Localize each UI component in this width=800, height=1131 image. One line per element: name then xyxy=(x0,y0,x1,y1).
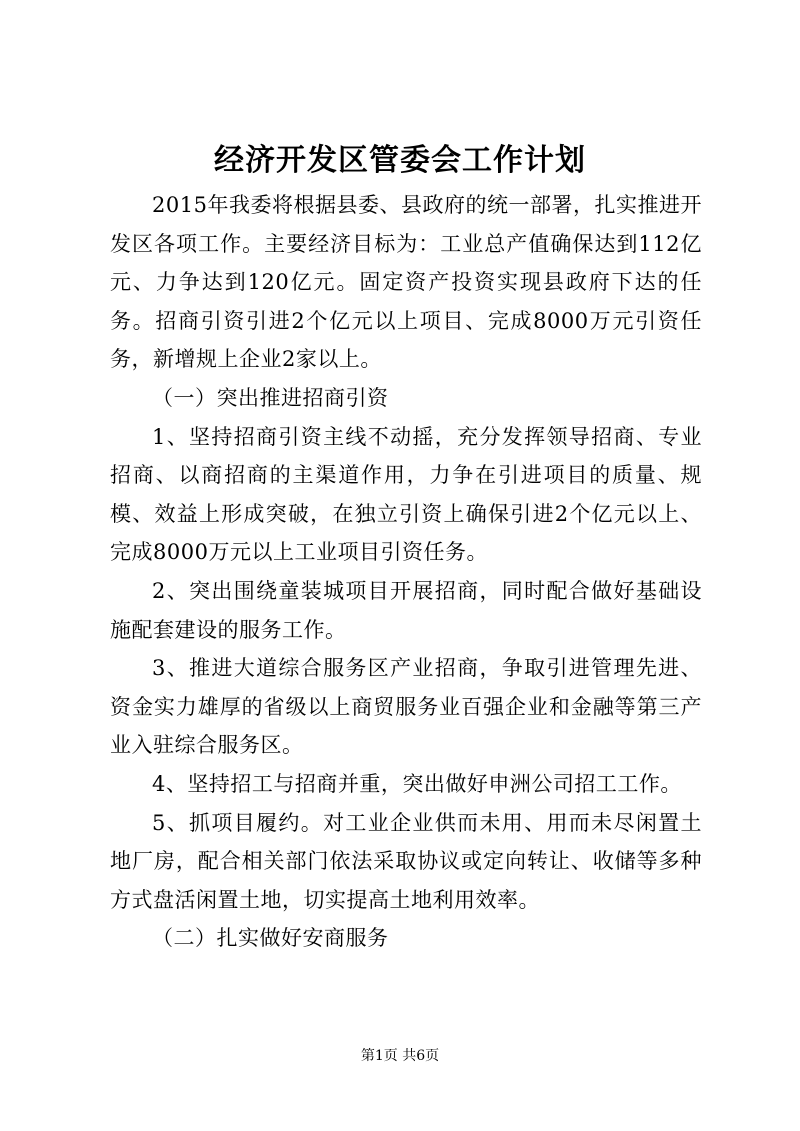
item-paragraph-2: 2、突出围绕童装城项目开展招商，同时配合做好基础设施配套建设的服务工作。 xyxy=(110,578,702,642)
item-paragraph-1: 1、坚持招商引资主线不动摇，充分发挥领导招商、专业招商、以商招商的主渠道作用，力争在引进项目的质量、规模、效益上形成突破，在独立引资上确保引进2个亿元以上、完成8000万元以上工业项目引资任务。 xyxy=(110,424,702,565)
section-heading-2: （二）扎实做好安商服务 xyxy=(152,926,389,951)
item-paragraph-3: 3、推进大道综合服务区产业招商，争取引进管理先进、资金实力雄厚的省级以上商贸服务业百强企业和金融等第三产业入驻综合服务区。 xyxy=(110,656,702,758)
item-paragraph-5: 5、抓项目履约。对工业企业供而未用、用而未尽闲置土地厂房，配合相关部门依法采取协议或定向转让、收储等多种方式盘活闲置土地，切实提高土地利用效率。 xyxy=(110,810,702,912)
document-body xyxy=(110,186,702,958)
item-paragraph-4: 4、坚持招工与招商并重，突出做好申洲公司招工工作。 xyxy=(152,771,682,796)
page-title: 经济开发区管委会工作计划 xyxy=(214,143,586,178)
section-heading-1: （一）突出推进招商引资 xyxy=(152,385,389,410)
page-footer: 第1页 共6页 xyxy=(360,1048,440,1064)
intro-paragraph: 2015年我委将根据县委、县政府的统一部署，扎实推进开发区各项工作。主要经济目标为：工业总产值确保达到112亿元、力争达到120亿元。固定资产投资实现县政府下达的任务。招商引资引进2个亿元以上项目、完成8000万元引资任务，新增规上企业2家以上。 xyxy=(110,193,702,372)
